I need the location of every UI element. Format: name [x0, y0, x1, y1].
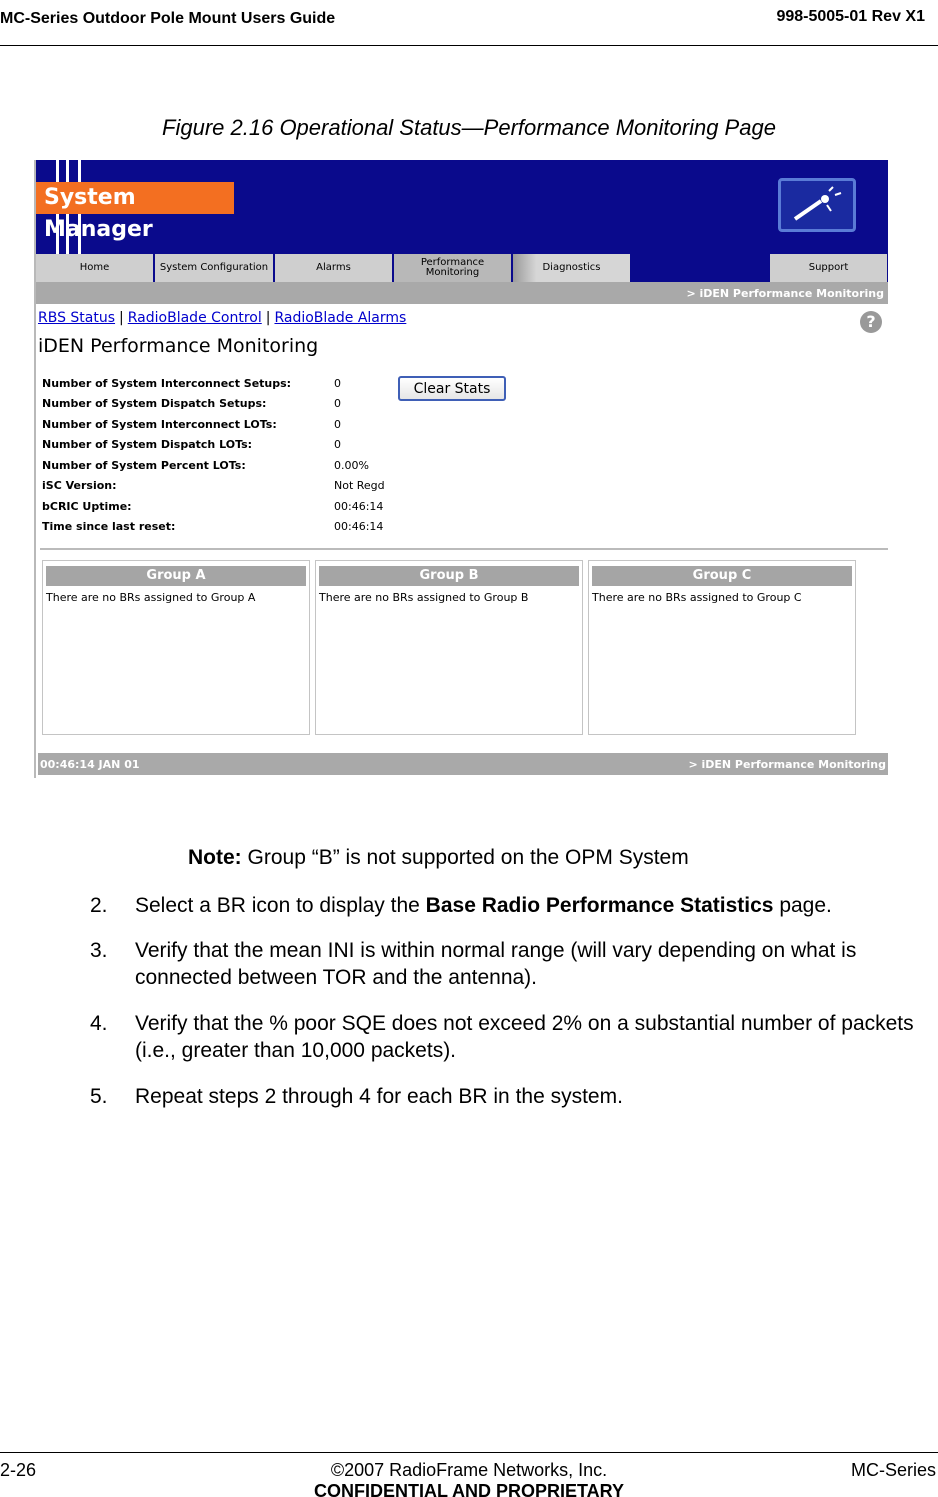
tab-home[interactable]: Home	[36, 254, 154, 282]
stat-label: Time since last reset:	[42, 520, 176, 533]
step-number: 5.	[90, 1085, 108, 1108]
step-emphasis: Base Radio Performance Statistics	[425, 894, 774, 917]
status-breadcrumb: > iDEN Performance Monitoring	[688, 758, 886, 771]
stat-value: 00:46:14	[334, 500, 384, 513]
stat-label: Number of System Percent LOTs:	[42, 459, 246, 472]
status-bar	[38, 753, 888, 775]
note-label: Note:	[188, 846, 242, 869]
stat-label: Number of System Dispatch Setups:	[42, 397, 267, 410]
step-text: Verify that the mean INI is within normal range (will vary depending on what is connected between TOR and the antenna).	[135, 939, 857, 989]
help-icon[interactable]: ?	[860, 311, 882, 333]
stat-row	[42, 520, 402, 536]
group-message: There are no BRs assigned to Group A	[46, 591, 256, 604]
stat-label: iSC Version:	[42, 479, 117, 492]
group-b-panel	[315, 560, 583, 735]
stat-value: 00:46:14	[334, 520, 384, 533]
system-manager-logo: System Manager	[36, 182, 234, 214]
breadcrumb-bar	[36, 282, 888, 304]
step-text-end: page.	[773, 894, 832, 917]
page-title: iDEN Performance Monitoring	[38, 335, 319, 357]
link-radioblade-control[interactable]: RadioBlade Control	[127, 310, 262, 326]
app-icon	[778, 178, 856, 232]
step-text-start: Select a BR icon to display the	[135, 894, 426, 917]
clear-stats-button[interactable]: Clear Stats	[398, 376, 506, 401]
group-c-panel	[588, 560, 856, 735]
tab-performance-monitoring[interactable]: Performance Monitoring	[394, 254, 512, 282]
stat-value: 0.00%	[334, 459, 369, 472]
group-a-panel	[42, 560, 310, 735]
link-separator: |	[265, 310, 271, 326]
stat-row	[42, 500, 402, 516]
status-timestamp: 00:46:14 JAN 01	[40, 758, 140, 771]
step-number: 3.	[90, 939, 108, 962]
stat-label: bCRIC Uptime:	[42, 500, 132, 513]
stat-row	[42, 438, 402, 454]
figure-caption: Figure 2.16 Operational Status—Performance Monitoring Page	[162, 115, 776, 140]
divider	[40, 548, 888, 550]
step-number: 2.	[90, 894, 108, 917]
tab-support[interactable]: Support	[770, 254, 888, 282]
running-header-title: MC-Series Outdoor Pole Mount Users Guide	[0, 10, 336, 27]
banner	[36, 160, 888, 254]
step-text	[135, 892, 935, 919]
stat-label: Number of System Dispatch LOTs:	[42, 438, 253, 451]
stat-row	[42, 479, 402, 495]
stat-value: Not Regd	[334, 479, 385, 492]
step-text: Repeat steps 2 through 4 for each BR in the system.	[135, 1085, 623, 1108]
group-message: There are no BRs assigned to Group C	[592, 591, 802, 604]
note-text: Group “B” is not supported on the OPM System	[241, 846, 689, 869]
group-message: There are no BRs assigned to Group B	[319, 591, 529, 604]
copyright: ©2007 RadioFrame Networks, Inc.	[330, 1460, 608, 1480]
group-header: Group B	[319, 566, 579, 586]
group-header: Group C	[592, 566, 852, 586]
document-number: 998-5005-01 Rev X1	[776, 8, 925, 25]
stat-row	[42, 397, 402, 413]
sub-navigation	[38, 310, 406, 326]
main-tab-bar	[36, 254, 888, 282]
breadcrumb: > iDEN Performance Monitoring	[686, 287, 884, 300]
tab-system-configuration[interactable]: System Configuration	[155, 254, 274, 282]
link-rbs-status[interactable]: RBS Status	[38, 310, 116, 326]
product-name: MC-Series	[850, 1460, 936, 1480]
system-manager-screenshot	[34, 160, 888, 778]
stat-label: Number of System Interconnect Setups:	[42, 377, 292, 390]
stat-value: 0	[334, 418, 341, 431]
stat-row	[42, 459, 402, 475]
tab-alarms[interactable]: Alarms	[275, 254, 393, 282]
stat-row	[42, 377, 402, 393]
footer-center	[0, 1460, 938, 1497]
link-radioblade-alarms[interactable]: RadioBlade Alarms	[274, 310, 407, 326]
page-number: 2-26	[0, 1460, 37, 1480]
stat-row	[42, 418, 402, 434]
footer-rule	[0, 1452, 938, 1453]
step-text: Verify that the % poor SQE does not exceed 2% on a substantial number of packets (i.e., greater than 10,000 packets).	[135, 1012, 914, 1062]
stat-value: 0	[334, 397, 341, 410]
step-number: 4.	[90, 1012, 108, 1035]
note	[188, 846, 689, 870]
group-header: Group A	[46, 566, 306, 586]
tab-diagnostics[interactable]: Diagnostics	[513, 254, 631, 282]
stat-value: 0	[334, 438, 341, 451]
header-rule	[0, 45, 938, 46]
link-separator: |	[119, 310, 124, 326]
stat-value: 0	[334, 377, 341, 390]
stat-label: Number of System Interconnect LOTs:	[42, 418, 277, 431]
confidential-notice: CONFIDENTIAL AND PROPRIETARY	[313, 1481, 624, 1497]
